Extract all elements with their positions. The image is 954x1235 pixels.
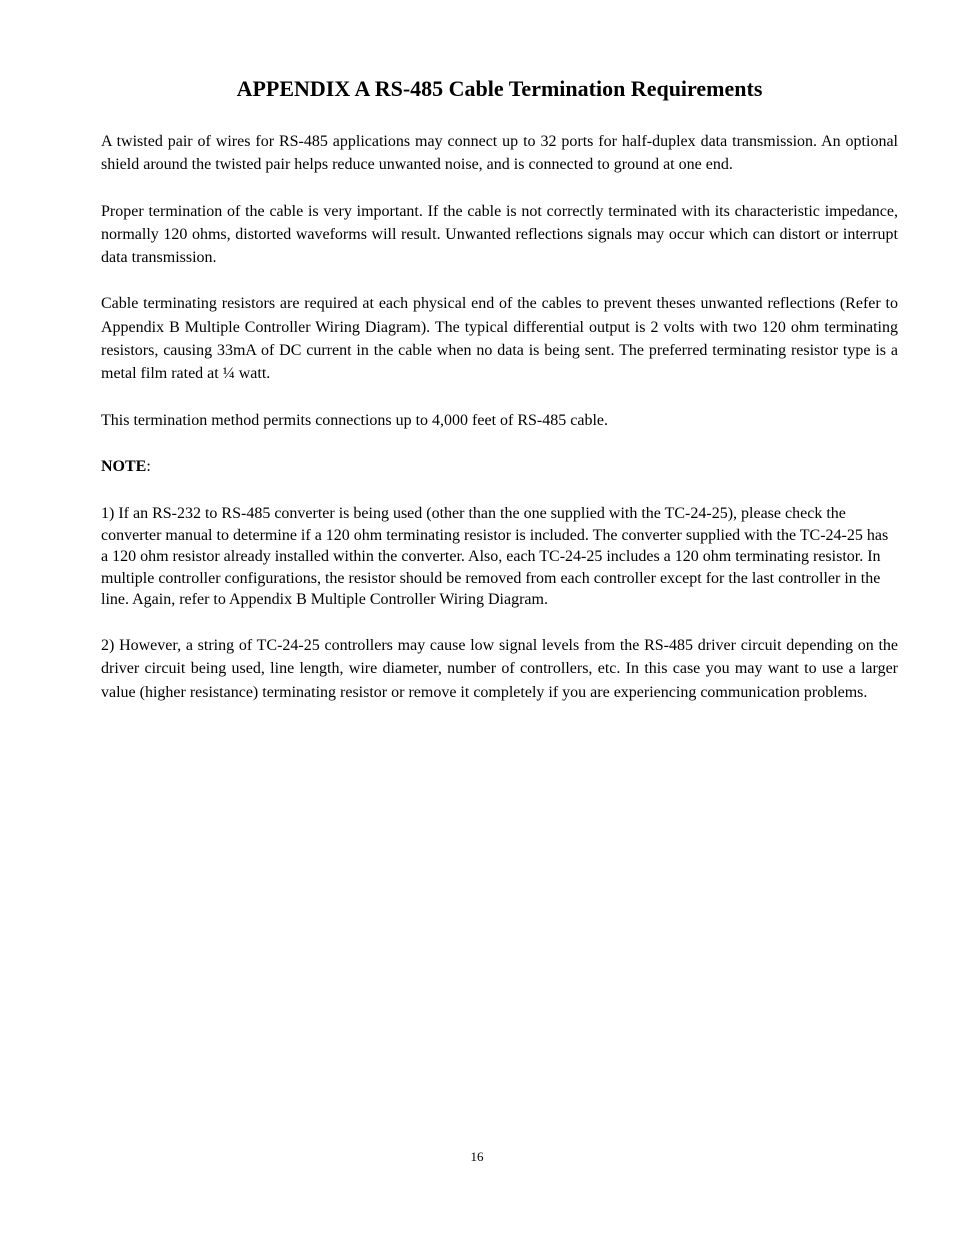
paragraph-termination-method: This termination method permits connections up to 4,000 feet of RS-485 cable. — [101, 411, 609, 429]
paragraph-twisted-pair: A twisted pair of wires for RS-485 applications may connect up to 32 ports for half-duplex data transmission. An optional shield around the twisted pair helps reduce unwanted noise, and is connected to ground at one end. — [101, 133, 898, 174]
document-page — [101, 74, 898, 727]
note-label: NOTE — [101, 457, 147, 475]
note-item-1: 1) If an RS-232 to RS-485 converter is being used (other than the one supplied with the TC-24-25), please check the converter manual to determine if a 120 ohm terminating resistor is included. The converter supplied with the TC-24-25 has a 120 ohm resistor already installed within the converter. Also, each TC-24-25 includes a 120 ohm terminating resistor. In multiple controller configurations, the resistor should be removed from each controller except for the last controller in the line. Again, refer to Appendix B Multiple Controller Wiring Diagram. — [101, 504, 889, 609]
page-number: 16 — [470, 1149, 484, 1164]
note-item-2: 2) However, a string of TC-24-25 controllers may cause low signal levels from the RS-485 driver circuit depending on the driver circuit being used, line length, wire diameter, number of controllers, etc. In this case you may want to use a larger value (higher resistance) terminating resistor or remove it completely if you are experiencing communication problems. — [101, 636, 898, 701]
page-title: APPENDIX A RS-485 Cable Termination Requirements — [236, 76, 763, 101]
note-colon: : — [146, 457, 151, 475]
paragraph-terminating-resistors: Cable terminating resistors are required at each physical end of the cables to prevent theses unwanted reflections (Refer to Appendix B Multiple Controller Wiring Diagram). The typical differential output is 2 volts with two 120 ohm terminating resistors, causing 33mA of DC current in the cable when no data is being sent. The preferred terminating resistor type is a metal film rated at ¼ watt. — [101, 295, 898, 383]
paragraph-proper-termination: Proper termination of the cable is very important. If the cable is not correctly terminated with its characteristic impedance, normally 120 ohms, distorted waveforms will result. Unwanted reflections signals may occur which can distort or interrupt data transmission. — [101, 202, 898, 267]
note-heading — [101, 455, 898, 478]
